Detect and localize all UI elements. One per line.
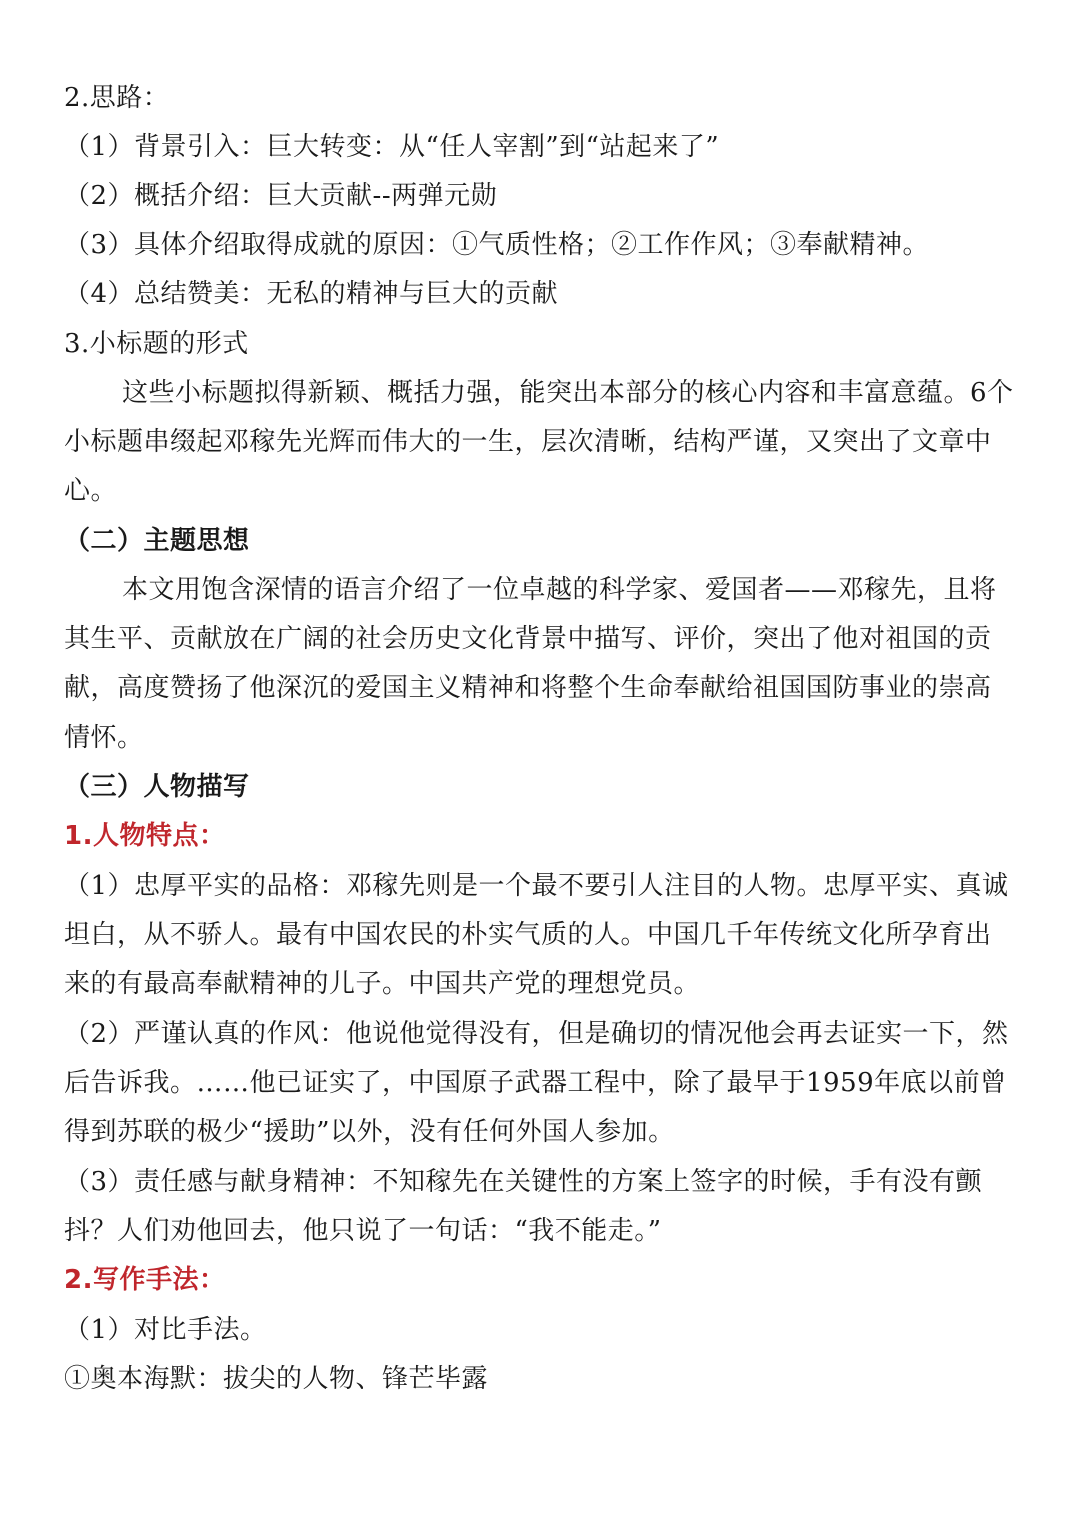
- traits-paragraph-line: 来的有最高奉献精神的儿子。中国共产党的理想党员。: [64, 969, 701, 999]
- section-heading-characters: （三）人物描写: [64, 772, 250, 802]
- approach-item-2: （2）概括介绍：巨大贡献--两弹元勋: [64, 181, 498, 211]
- traits-paragraph-line: （2）严谨认真的作风：他说他觉得没有，但是确切的情况他会再去证实一下，然: [64, 1019, 1009, 1049]
- traits-paragraph-line: （1）忠厚平实的品格：邓稼先则是一个最不要引人注目的人物。忠厚平实、真诚: [64, 871, 1009, 901]
- approach-item-4: （4）总结赞美：无私的精神与巨大的贡献: [64, 279, 559, 309]
- theme-paragraph-line: 献，高度赞扬了他深沉的爱国主义精神和将整个生命奉献给祖国国防事业的崇高: [64, 673, 992, 703]
- subtitles-paragraph-line: 心。: [64, 476, 118, 506]
- theme-paragraph-line: 情怀。: [64, 723, 144, 753]
- section-heading-theme: （二）主题思想: [64, 526, 250, 556]
- subheading-character-traits: 1.人物特点：: [64, 821, 226, 851]
- traits-paragraph-line: 得到苏联的极少“援助”以外，没有任何外国人参加。: [64, 1117, 675, 1147]
- traits-paragraph-line: 坦白，从不骄人。最有中国农民的朴实气质的人。中国几千年传统文化所孕育出: [64, 920, 992, 950]
- subtitles-paragraph-line: 小标题串缀起邓稼先光辉而伟大的一生，层次清晰，结构严谨，又突出了文章中: [64, 427, 992, 457]
- approach-item-1: （1）背景引入：巨大转变：从“任人宰割”到“站起来了”: [64, 132, 720, 162]
- techniques-subitem-1: ①奥本海默：拔尖的人物、锋芒毕露: [64, 1364, 489, 1394]
- theme-paragraph-line: 其生平、贡献放在广阔的社会历史文化背景中描写、评价，突出了他对祖国的贡: [64, 624, 992, 654]
- subtitles-paragraph-line: 这些小标题拟得新颖、概括力强，能突出本部分的核心内容和丰富意蕴。6个: [122, 378, 1014, 408]
- traits-paragraph-line: 后告诉我。……他已证实了，中国原子武器工程中，除了最早于1959年底以前曾: [64, 1068, 1007, 1098]
- section-heading-subtitles: 3.小标题的形式: [64, 329, 249, 359]
- traits-paragraph-line: 抖？人们劝他回去，他只说了一句话：“我不能走。”: [64, 1216, 662, 1246]
- traits-paragraph-line: （3）责任感与献身精神：不知稼先在关键性的方案上签字的时候，手有没有颤: [64, 1167, 983, 1197]
- theme-paragraph-line: 本文用饱含深情的语言介绍了一位卓越的科学家、爱国者——邓稼先，且将: [122, 575, 997, 605]
- subheading-writing-techniques: 2.写作手法：: [64, 1265, 226, 1295]
- approach-item-3: （3）具体介绍取得成就的原因：①气质性格；②工作作风；③奉献精神。: [64, 230, 930, 260]
- techniques-item-1: （1）对比手法。: [64, 1315, 267, 1345]
- section-heading-approach: 2.思路：: [64, 83, 170, 113]
